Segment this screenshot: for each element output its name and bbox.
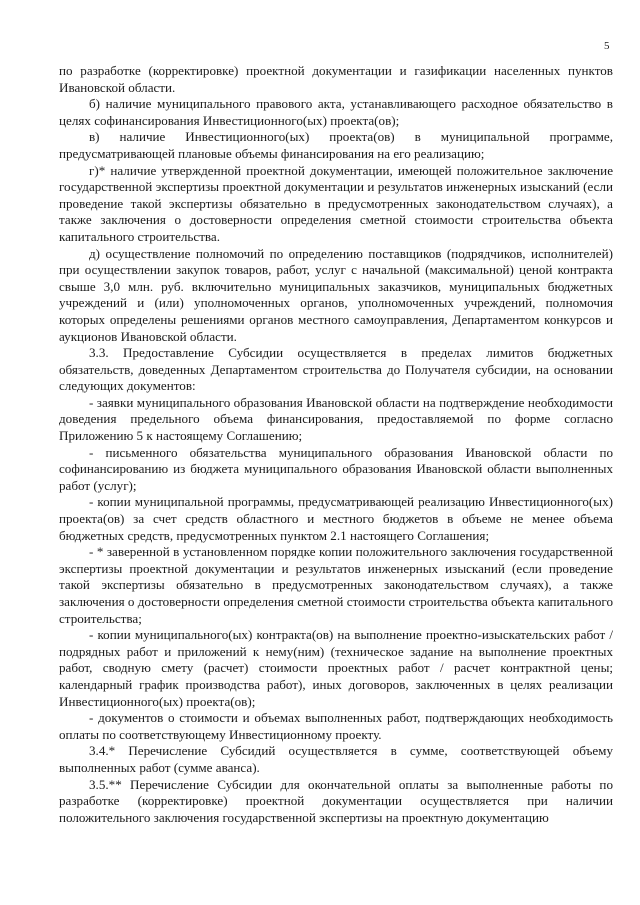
paragraph: 3.5.** Перечисление Субсидии для окончательной оплаты за выполненные работы по разработке (корректировке) проектной документации осуществляется при наличии положительного заключения государственной экспертизы на проектную документацию: [59, 776, 613, 825]
paragraph: б) наличие муниципального правового акта, устанавливающего расходное обязательство в целях софинансирования Инвестиционного(ых) проекта(ов);: [59, 96, 613, 128]
page-number: 5: [604, 40, 610, 52]
paragraph: - письменного обязательства муниципального образования Ивановской области по софинансированию из бюджета муниципального образования Ивановской области выполненных работ (услуг);: [59, 444, 613, 493]
paragraph: д) осуществление полномочий по определению поставщиков (подрядчиков, исполнителей) при осуществлении закупок товаров, работ, услуг с начальной (максимальной) ценой контракта свыше 3,0 млн. руб. включительно муниципальных заказчиков, муниципальных бюджетных учреждений и (или) уполномоченных органов, уполномоченных учреждений, полномочия которых определены решениями органов местного самоуправления, Департаментом конкурсов и аукционов Ивановской области.: [59, 245, 613, 344]
paragraph: в) наличие Инвестиционного(ых) проекта(ов) в муниципальной программе, предусматривающей плановые объемы финансирования на его реализацию;: [59, 129, 613, 161]
document-body: [59, 63, 613, 826]
paragraph: по разработке (корректировке) проектной документации и газификации населенных пунктов Ивановской области.: [59, 63, 613, 95]
paragraph: 3.4.* Перечисление Субсидий осуществляется в сумме, соответствующей объему выполненных работ (сумме аванса).: [59, 743, 613, 775]
paragraph: г)* наличие утвержденной проектной документации, имеющей положительное заключение государственной экспертизы проектной документации и результатов инженерных изысканий (если проведение такой экспертизы обязательно в предусмотренных законодательством случаях), а также заключения о достоверности определения сметной стоимости строительства объекта капитального строительства.: [59, 162, 613, 244]
paragraph: - копии муниципальной программы, предусматривающей реализацию Инвестиционного(ых) проекта(ов) за счет средств областного и местного бюджетов в объеме не менее объема бюджетных средств, предусмотренных пунктом 2.1 настоящего Соглашения;: [59, 494, 613, 543]
paragraph: - заявки муниципального образования Ивановской области на подтверждение необходимости доведения предельного объема финансирования, предоставляемой по форме согласно Приложению 5 к настоящему Соглашению;: [59, 394, 613, 444]
paragraph: - документов о стоимости и объемах выполненных работ, подтверждающих необходимость оплаты по соответствующему Инвестиционному проекту.: [59, 710, 613, 742]
paragraph: 3.3. Предоставление Субсидии осуществляется в пределах лимитов бюджетных обязательств, доведенных Департаментом строительства до Получателя субсидии, на основании следующих документов:: [59, 345, 613, 394]
paragraph: - * заверенной в установленном порядке копии положительного заключения государственной экспертизы проектной документации и результатов инженерных изысканий (если проведение такой экспертизы обязательно в предусмотренных законодательством случаях), а также заключения о достоверности определения сметной стоимости строительства объекта капитального строительства;: [59, 544, 613, 626]
paragraph: - копии муниципального(ых) контракта(ов) на выполнение проектно-изыскательских работ / подрядных работ и приложений к нему(ним) (техническое задание на выполнение проектных работ, сводную смету (расчет) стоимости проектных работ / расчет контрактной цены; календарный график производства работ), иных договоров, заключенных в целях реализации Инвестиционного(ых) проекта(ов);: [59, 627, 613, 709]
